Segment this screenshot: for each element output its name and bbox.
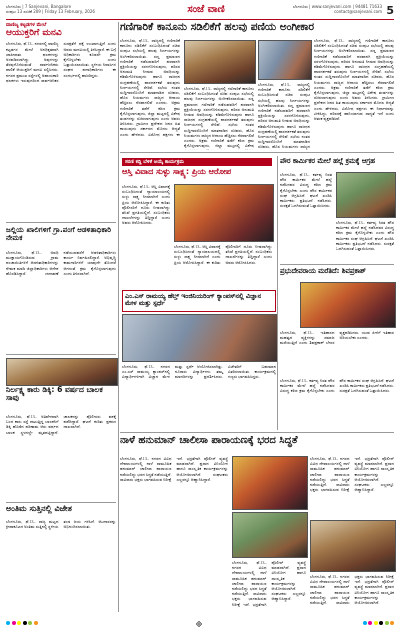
masthead-left-line1: ಬೆಂಗಳೂರು | 7 Sanjevani, Bangalore [6, 4, 72, 9]
article-body: ಬೆಂಗಳೂರು, ಫೆ.13– ಅವಧಿ ಮುಕ್ತಾಯಗೊಂಡಿರುವ ಗ್ರಾಮ ಪಂಚಾಯಿತಿಗಳಿಗೆ ಆಡಳಿತಾಧಿಕಾರಿಗಳನ್ನು ನೇಮಕ ಮಾಡಿ ಜಿಲ್ಲಾಧಿಕಾರಿಗಳು ಆದೇಶ ಹೊರಡಿಸಿದ್ದಾರೆ. ಚುನಾವಣೆ ನಡೆಯುವವರೆಗೆ ಆಡಳಿತಾಧಿಕಾರಿಗಳು ಕಾರ್ಯ ನಿರ್ವಹಿಸಲಿದ್ದಾರೆ. ಅಭಿವೃದ್ಧಿ ಕಾಮಗಾರಿಗಳಿಗೆ ಯಾವುದೇ ತೊಂದರೆ ಆಗದಂತೆ ಕ್ರಮ ಕೈಗೊಳ್ಳಲಾಗುವುದು ಎಂದು ತಿಳಿಸಲಾಗಿದೆ. [6, 250, 116, 276]
divider [280, 264, 394, 265]
article-bottom-headline-box [120, 436, 394, 452]
article-right-mid-body [280, 172, 332, 258]
article-body: ಬೆಂಗಳೂರು, ಫೆ.13– ಕರ್ತವ್ಯ ನಿರತ ಪೌರ ಕಾರ್ಮಿಕರ ಮೇಲೆ ಹಲ್ಲೆ ನಡೆಸಿದವರ ವಿರುದ್ಧ ಕಠಿಣ ಕ್ರಮ ಕೈಗೊಳ್ಳಬೇಕು ಎಂದು ಪೌರ ಕಾರ್ಮಿಕರ ಸಂಘ ಆಗ್ರಹಿಸಿದೆ. ಘಟನೆ ಖಂಡಿಸಿ ಕಾರ್ಮಿಕರು ಪ್ರತಿಭಟನೆ ನಡೆಸಿದರು. ಸುರಕ್ಷತೆ ಒದಗಿಸುವಂತೆ ಒತ್ತಾಯಿಸಿದರು. [280, 378, 394, 394]
article-left-lower-headline-box [6, 386, 116, 412]
article-headline: ಅಂತಿಮ ಸುತ್ತಿನಲ್ಲಿ ವಿಜೇತ [6, 505, 72, 513]
article-headline: ಎಂ.ಎಸ್ ರಾಮಯ್ಯ ಹೆಲ್ತ್ ಇಂಜಿನಿಯರಿಂಗ್ ಕ್ಯಾಂಪಸ್‌ನಲ್ಲಿ ವಿಜ್ಞಾನ ಮೇಳ ಮತ್ತು ಸ್ಪರ್ಧೆ [125, 292, 262, 307]
article-headline: ನಿರ್ಲಕ್ಷ್ಯ ಕಾರು ಡಿಕ್ಕಿ: 6 ವರ್ಷದ ಬಾಲಕ ಸಾವು [6, 386, 103, 402]
lead-body-end: ಬೆಂಗಳೂರು, ಫೆ.13– ರಾಜ್ಯದಲ್ಲಿ ಗಣಿಗಾರಿಕೆ ಕಾನೂನು ಸಡಿಲಿಕೆಗೆ ಸಂಬಂಧಿಸಿದಂತೆ ಸಚಿವ ಸಂಪುಟ ಸಭೆಯಲ್ಲಿ ಹಲವು ನಿರ್ಣಯಗಳನ್ನು ಅಂಗೀಕರಿಸಲಾಯಿತು. ಸಣ್ಣ ಪ್ರಮಾಣದ ಗಣಿಗಾರಿಕೆ ನಡೆಸುವವರಿಗೆ ಪರವಾನಗಿ ಪ್ರಕ್ರಿಯೆಯನ್ನು ಸರಳಗೊಳಿಸುವುದು, ಪರಿಸರ ಅನುಮತಿ ನೀಡುವ ಅವಧಿಯನ್ನು ಕಡಿಮೆಗೊಳಿಸುವುದು ಹಾಗೂ ರಾಜಧನ ಸಂಗ್ರಹಣೆಯಲ್ಲಿ ಪಾರದರ್ಶಕತೆ ತರುವುದು ನಿರ್ಣಯಗಳಲ್ಲಿ ಸೇರಿವೆ. ಸಭೆಯ ನಂತರ ಸುದ್ದಿಗಾರರೊಂದಿಗೆ ಮಾತನಾಡಿದ ಸಚಿವರು, ಹೊಸ ನಿಯಮಗಳು ರಾಜ್ಯದ ಆದಾಯ ಹೆಚ್ಚಿಸಲು ನೆರವಾಗಲಿವೆ ಎಂದರು. ಅಕ್ರಮ ಗಣಿಗಾರಿಕೆ ತಡೆಗೆ ಕಠಿಣ ಕ್ರಮ ಕೈಗೊಳ್ಳಲಾಗುವುದು, ಜಿಲ್ಲಾ ಮಟ್ಟದಲ್ಲಿ ವಿಶೇಷ ತಂಡಗಳನ್ನು ರಚಿಸಲಾಗುವುದು ಎಂದು ಅವರು ತಿಳಿಸಿದರು. ಗ್ರಾಮೀಣ ಪ್ರದೇಶದ ಜನರ ಹಿತ ಕಾಯುವುದು ಸರ್ಕಾರದ ಮೊದಲ ಆದ್ಯತೆ ಎಂದು ಹೇಳಿದರು. ವಿರೋಧ ಪಕ್ಷಗಳು ಈ ನಿರ್ಧಾರವನ್ನು ಟೀಕಿಸಿದ್ದು, ಪರಿಸರಕ್ಕೆ ಹಾನಿಯಾಗುವ ಸಾಧ್ಯತೆ ಇದೆ ಎಂದು ಆತಂಕ ವ್ಯಕ್ತಪಡಿಸಿವೆ. [314, 38, 394, 122]
registration-dot [12, 621, 16, 625]
article-body-continued: ಬೆಂಗಳೂರು, ಫೆ.13– ನಗರದ ವಿವಿಧ ದೇವಾಲಯಗಳಲ್ಲಿ ನಾಳೆ ಸಾಮೂಹಿಕ ಹನುಮಾನ್ ಚಾಲೀಸಾ ಪಾರಾಯಣ ನಡೆಯಲಿದ್ದು ಭರದ ಸಿದ್ಧತೆ ನಡೆಯುತ್ತಿದೆ. ಸಾವಿರಾರು ಭಕ್ತರು ಭಾಗವಹಿಸುವ ನಿರೀಕ್ಷೆ ಇದೆ. ಭದ್ರತೆಗಾಗಿ ಪೊಲೀಸ್ ವ್ಯವಸ್ಥೆ ಮಾಡಲಾಗಿದೆ. ಪ್ರಸಾದ ವಿನಿಯೋಗ ಹಾಗೂ ಸಾಂಸ್ಕೃತಿಕ ಕಾರ್ಯಕ್ರಮಗಳನ್ನು ಆಯೋಜಿಸಲಾಗಿದೆ. ಸಂಘಟಕರು ಎಲ್ಲರನ್ನೂ ಆಹ್ವಾನಿಸಿದ್ದಾರೆ. [232, 560, 306, 607]
article-center-mid-headline-box [122, 168, 272, 182]
article-body: ಬೆಂಗಳೂರು, ಫೆ.13– ರಾಜ್ಯ ಮಟ್ಟದ ಕ್ರೀಡಾಕೂಟದ ಅಂತಿಮ ಸುತ್ತಿನಲ್ಲಿ ಸ್ಥಳೀಯ ತಂಡ ಜಯ ಗಳಿಸಿದೆ. ಆಟಗಾರರನ್ನು ಅಭಿನಂದಿಸಲಾಯಿತು. [6, 519, 116, 530]
lead-photo [184, 40, 256, 84]
column-rule [118, 22, 119, 612]
registration-crosshair-icon [196, 621, 202, 627]
lead-headline-strip [120, 22, 394, 36]
lead-body-more: ಬೆಂಗಳೂರು, ಫೆ.13– ರಾಜ್ಯದಲ್ಲಿ ಗಣಿಗಾರಿಕೆ ಕಾನೂನು ಸಡಿಲಿಕೆಗೆ ಸಂಬಂಧಿಸಿದಂತೆ ಸಚಿವ ಸಂಪುಟ ಸಭೆಯಲ್ಲಿ ಹಲವು ನಿರ್ಣಯಗಳನ್ನು ಅಂಗೀಕರಿಸಲಾಯಿತು. ಸಣ್ಣ ಪ್ರಮಾಣದ ಗಣಿಗಾರಿಕೆ ನಡೆಸುವವರಿಗೆ ಪರವಾನಗಿ ಪ್ರಕ್ರಿಯೆಯನ್ನು ಸರಳಗೊಳಿಸುವುದು, ಪರಿಸರ ಅನುಮತಿ ನೀಡುವ ಅವಧಿಯನ್ನು ಕಡಿಮೆಗೊಳಿಸುವುದು ಹಾಗೂ ರಾಜಧನ ಸಂಗ್ರಹಣೆಯಲ್ಲಿ ಪಾರದರ್ಶಕತೆ ತರುವುದು ನಿರ್ಣಯಗಳಲ್ಲಿ ಸೇರಿವೆ. ಸಭೆಯ ನಂತರ ಸುದ್ದಿಗಾರರೊಂದಿಗೆ ಮಾತನಾಡಿದ ಸಚಿವರು, ಹೊಸ ನಿಯಮಗಳು ರಾಜ್ಯದ [258, 82, 310, 150]
masthead [6, 4, 394, 20]
newspaper-logo: ಸಂಜೆ ವಾಣಿ [187, 4, 225, 15]
article-right-lower-body [280, 378, 394, 428]
registration-dot [390, 621, 394, 625]
article-center-mid-body [122, 184, 170, 264]
article-body: ಬೆಂಗಳೂರು, ಫೆ.13– ನಗರದ ವಿವಿಧ ದೇವಾಲಯಗಳಲ್ಲಿ ನಾಳೆ ಸಾಮೂಹಿಕ ಹನುಮಾನ್ ಚಾಲೀಸಾ ಪಾರಾಯಣ ನಡೆಯಲಿದ್ದು ಭರದ ಸಿದ್ಧತೆ ನಡೆಯುತ್ತಿದೆ. ಸಾವಿರಾರು ಭಕ್ತರು ಭಾಗವಹಿಸುವ ನಿರೀಕ್ಷೆ ಇದೆ. ಭದ್ರತೆಗಾಗಿ ಪೊಲೀಸ್ ವ್ಯವಸ್ಥೆ ಮಾಡಲಾಗಿದೆ. ಪ್ರಸಾದ ವಿನಿಯೋಗ ಹಾಗೂ ಸಾಂಸ್ಕೃತಿಕ ಕಾರ್ಯಕ್ರಮಗಳನ್ನು ಆಯೋಜಿಸಲಾಗಿದೆ. ಸಂಘಟಕರು ಎಲ್ಲರನ್ನೂ ಆಹ್ವಾನಿಸಿದ್ದಾರೆ. [120, 456, 228, 482]
registration-dot [6, 621, 10, 625]
lead-headline: ಗಣಿಗಾರಿಕೆ ಕಾನೂನು ಸಡಿಲಿಕೆಗೆ ಹಲವು ಪಣಿಯ ಅಂಗೀಕಾರ [120, 22, 315, 33]
article-photo [336, 172, 396, 218]
lead-body-col2 [184, 86, 254, 150]
article-body: ಬೆಂಗಳೂರು, ಫೆ.13– ಕರ್ತವ್ಯ ನಿರತ ಪೌರ ಕಾರ್ಮಿಕರ ಮೇಲೆ ಹಲ್ಲೆ ನಡೆಸಿದವರ ವಿರುದ್ಧ ಕಠಿಣ ಕ್ರಮ ಕೈಗೊಳ್ಳಬೇಕು ಎಂದು ಪೌರ ಕಾರ್ಮಿಕರ ಸಂಘ ಆಗ್ರಹಿಸಿದೆ. ಘಟನೆ ಖಂಡಿಸಿ ಕಾರ್ಮಿಕರು ಪ್ರತಿಭಟನೆ ನಡೆಸಿದರು. ಸುರಕ್ಷತೆ ಒದಗಿಸುವಂತೆ ಒತ್ತಾಯಿಸಿದರು. [280, 172, 332, 209]
registration-dot [34, 621, 38, 625]
article-right-small-headline-box [280, 268, 394, 280]
lead-body-col1 [120, 38, 180, 138]
registration-dot [23, 621, 27, 625]
article-body-continued: ಬೆಂಗಳೂರು, ಫೆ.13– ಆಸ್ತಿ ವಿವಾದಕ್ಕೆ ಸಂಬಂಧಿಸಿದಂತೆ ನ್ಯಾಯಾಲಯದಲ್ಲಿ ಸುಳ್ಳು ಸಾಕ್ಷ್ಯ ನೀಡಲಾಗಿದೆ ಎಂದು ಪ್ರಿಯ ಆರೋಪಿಸಿದ್ದಾರೆ. ಈ ಕುರಿತು ಪೊಲೀಸರಿಗೆ ದೂರು ನೀಡಲಾಗಿದ್ದು ತನಿಖೆ ಪ್ರಗತಿಯಲ್ಲಿದೆ. ಸಂಬಂಧಿಕರು ದಾಖಲೆಗಳನ್ನು ತಿದ್ದಿದ್ದಾರೆ ಎಂದು ಅವರು ಆರೋಪಿಸಿದರು. [174, 244, 272, 265]
article-body: ಬೆಂಗಳೂರು, ಫೆ.13– ಇತಿಹಾಸದ ಮಹತ್ವದ ವ್ಯಕ್ತಿಗಳನ್ನು ಸಮಾಜ ಮರೆಯುತ್ತಿದೆ ಎಂದು ಶಿವಪ್ರಕಾಶ್ ಬೇಸರ ವ್ಯಕ್ತಪಡಿಸಿದರು. ಯುವ ಪೀಳಿಗೆ ಇತಿಹಾಸ ಅರಿಯಬೇಕು ಎಂದರು. [280, 330, 394, 346]
registration-dot [379, 621, 383, 625]
article-body: ಬೆಂಗಳೂರು, ಫೆ.13– ಆಸ್ತಿ ವಿವಾದಕ್ಕೆ ಸಂಬಂಧಿಸಿದಂತೆ ನ್ಯಾಯಾಲಯದಲ್ಲಿ ಸುಳ್ಳು ಸಾಕ್ಷ್ಯ ನೀಡಲಾಗಿದೆ ಎಂದು ಪ್ರಿಯ ಆರೋಪಿಸಿದ್ದಾರೆ. ಈ ಕುರಿತು ಪೊಲೀಸರಿಗೆ ದೂರು ನೀಡಲಾಗಿದ್ದು ತನಿಖೆ ಪ್ರಗತಿಯಲ್ಲಿದೆ. ಸಂಬಂಧಿಕರು ದಾಖಲೆಗಳನ್ನು ತಿದ್ದಿದ್ದಾರೆ ಎಂದು ಅವರು ಆರೋಪಿಸಿದರು. [122, 184, 170, 226]
lead-body-col4 [314, 38, 394, 150]
divider [6, 222, 116, 223]
article-headline: ಪ್ರಭುದೇವರಾಯ ಮರೆತಿದೆ: ಶಿವಪ್ರಕಾಶ್ [280, 268, 366, 275]
registration-dot [363, 621, 367, 625]
article-right-small-body [280, 330, 394, 374]
article-left-mid-headline-box [6, 226, 116, 248]
article-body-continued: ಬೆಂಗಳೂರು, ಫೆ.13– ಕರ್ತವ್ಯ ನಿರತ ಪೌರ ಕಾರ್ಮಿಕರ ಮೇಲೆ ಹಲ್ಲೆ ನಡೆಸಿದವರ ವಿರುದ್ಧ ಕಠಿಣ ಕ್ರಮ ಕೈಗೊಳ್ಳಬೇಕು ಎಂದು ಪೌರ ಕಾರ್ಮಿಕರ ಸಂಘ ಆಗ್ರಹಿಸಿದೆ. ಘಟನೆ ಖಂಡಿಸಿ ಕಾರ್ಮಿಕರು ಪ್ರತಿಭಟನೆ ನಡೆಸಿದರು. ಸುರಕ್ಷತೆ ಒದಗಿಸುವಂತೆ ಒತ್ತಾಯಿಸಿದರು. [336, 220, 394, 252]
masthead-left [6, 4, 126, 14]
article-center-lower-body [122, 364, 276, 428]
article-headline: ಆಸ್ತಿ ವಿವಾದ ಸುಳ್ಳು ಸಾಕ್ಷ್ಯ: ಪ್ರಿಯ ಆರೋಪ [122, 168, 232, 176]
article-right-mid-headline-box [280, 158, 394, 170]
registration-dot [28, 621, 32, 625]
masthead-right-line2: contact@sanjevani.com [334, 9, 382, 14]
article-bottom-left-headline-box [6, 505, 116, 517]
page-number: 5 [386, 4, 394, 17]
lead-body: ಬೆಂಗಳೂರು, ಫೆ.13– ರಾಜ್ಯದಲ್ಲಿ ಗಣಿಗಾರಿಕೆ ಕಾನೂನು ಸಡಿಲಿಕೆಗೆ ಸಂಬಂಧಿಸಿದಂತೆ ಸಚಿವ ಸಂಪುಟ ಸಭೆಯಲ್ಲಿ ಹಲವು ನಿರ್ಣಯಗಳನ್ನು ಅಂಗೀಕರಿಸಲಾಯಿತು. ಸಣ್ಣ ಪ್ರಮಾಣದ ಗಣಿಗಾರಿಕೆ ನಡೆಸುವವರಿಗೆ ಪರವಾನಗಿ ಪ್ರಕ್ರಿಯೆಯನ್ನು ಸರಳಗೊಳಿಸುವುದು, ಪರಿಸರ ಅನುಮತಿ ನೀಡುವ ಅವಧಿಯನ್ನು ಕಡಿಮೆಗೊಳಿಸುವುದು ಹಾಗೂ ರಾಜಧನ ಸಂಗ್ರಹಣೆಯಲ್ಲಿ ಪಾರದರ್ಶಕತೆ ತರುವುದು ನಿರ್ಣಯಗಳಲ್ಲಿ ಸೇರಿವೆ. ಸಭೆಯ ನಂತರ ಸುದ್ದಿಗಾರರೊಂದಿಗೆ ಮಾತನಾಡಿದ ಸಚಿವರು, ಹೊಸ ನಿಯಮಗಳು ರಾಜ್ಯದ ಆದಾಯ ಹೆಚ್ಚಿಸಲು ನೆರವಾಗಲಿವೆ ಎಂದರು. ಅಕ್ರಮ ಗಣಿಗಾರಿಕೆ ತಡೆಗೆ ಕಠಿಣ ಕ್ರಮ ಕೈಗೊಳ್ಳಲಾಗುವುದು, ಜಿಲ್ಲಾ ಮಟ್ಟದಲ್ಲಿ ವಿಶೇಷ ತಂಡಗಳನ್ನು ರಚಿಸಲಾಗುವುದು ಎಂದು ಅವರು ತಿಳಿಸಿದರು. ಗ್ರಾಮೀಣ ಪ್ರದೇಶದ ಜನರ ಹಿತ ಕಾಯುವುದು ಸರ್ಕಾರದ ಮೊದಲ ಆದ್ಯತೆ ಎಂದು ಹೇಳಿದರು. ವಿರೋಧ ಪಕ್ಷಗಳು ಈ [120, 38, 180, 137]
article-kicker: ವಾಣಿಜ್ಯ ಕಟ್ಟಡಗಳ ಮೇಲೆ [6, 22, 47, 28]
article-body-end: ಬೆಂಗಳೂರು, ಫೆ.13– ನಗರದ ವಿವಿಧ ದೇವಾಲಯಗಳಲ್ಲಿ ನಾಳೆ ಸಾಮೂಹಿಕ ಹನುಮಾನ್ ಚಾಲೀಸಾ ಪಾರಾಯಣ ನಡೆಯಲಿದ್ದು ಭರದ ಸಿದ್ಧತೆ ನಡೆಯುತ್ತಿದೆ. ಸಾವಿರಾರು ಭಕ್ತರು ಭಾಗವಹಿಸುವ ನಿರೀಕ್ಷೆ ಇದೆ. ಭದ್ರತೆಗಾಗಿ ಪೊಲೀಸ್ ವ್ಯವಸ್ಥೆ ಮಾಡಲಾಗಿದೆ. ಪ್ರಸಾದ ವಿನಿಯೋಗ ಹಾಗೂ ಸಾಂಸ್ಕೃತಿಕ ಕಾರ್ಯಕ್ರಮಗಳನ್ನು ಆಯೋಜಿಸಲಾಗಿದೆ. [310, 574, 394, 606]
article-headline: ಜಲ್ಲಿಯ ಖಾಲಿಗಳಿಗೆ ಗ್ರಾ.ಪಂಗೆ ಆಡಳಿತಾಧಿಕಾರಿ ನೇಮಕ [6, 226, 112, 242]
masthead-right-line1: ಬೆಂಗಳೂರು | www.sanjevani.com | 94481 71633 [292, 4, 382, 9]
article-right-mid-body-2 [336, 220, 394, 260]
article-photo-2 [232, 512, 308, 558]
lead-body-continued: ಬೆಂಗಳೂರು, ಫೆ.13– ರಾಜ್ಯದಲ್ಲಿ ಗಣಿಗಾರಿಕೆ ಕಾನೂನು ಸಡಿಲಿಕೆಗೆ ಸಂಬಂಧಿಸಿದಂತೆ ಸಚಿವ ಸಂಪುಟ ಸಭೆಯಲ್ಲಿ ಹಲವು ನಿರ್ಣಯಗಳನ್ನು ಅಂಗೀಕರಿಸಲಾಯಿತು. ಸಣ್ಣ ಪ್ರಮಾಣದ ಗಣಿಗಾರಿಕೆ ನಡೆಸುವವರಿಗೆ ಪರವಾನಗಿ ಪ್ರಕ್ರಿಯೆಯನ್ನು ಸರಳಗೊಳಿಸುವುದು, ಪರಿಸರ ಅನುಮತಿ ನೀಡುವ ಅವಧಿಯನ್ನು ಕಡಿಮೆಗೊಳಿಸುವುದು ಹಾಗೂ ರಾಜಧನ ಸಂಗ್ರಹಣೆಯಲ್ಲಿ ಪಾರದರ್ಶಕತೆ ತರುವುದು ನಿರ್ಣಯಗಳಲ್ಲಿ ಸೇರಿವೆ. ಸಭೆಯ ನಂತರ ಸುದ್ದಿಗಾರರೊಂದಿಗೆ ಮಾತನಾಡಿದ ಸಚಿವರು, ಹೊಸ ನಿಯಮಗಳು ರಾಜ್ಯದ ಆದಾಯ ಹೆಚ್ಚಿಸಲು ನೆರವಾಗಲಿವೆ ಎಂದರು. ಅಕ್ರಮ ಗಣಿಗಾರಿಕೆ ತಡೆಗೆ ಕಠಿಣ ಕ್ರಮ ಕೈಗೊಳ್ಳಲಾಗುವುದು, ಜಿಲ್ಲಾ ಮಟ್ಟದಲ್ಲಿ ವಿಶೇಷ [184, 86, 254, 149]
article-photo [232, 456, 308, 510]
article-body-more: ಬೆಂಗಳೂರು, ಫೆ.13– ನಗರದ ವಿವಿಧ ದೇವಾಲಯಗಳಲ್ಲಿ ನಾಳೆ ಸಾಮೂಹಿಕ ಹನುಮಾನ್ ಚಾಲೀಸಾ ಪಾರಾಯಣ ನಡೆಯಲಿದ್ದು ಭರದ ಸಿದ್ಧತೆ ನಡೆಯುತ್ತಿದೆ. ಸಾವಿರಾರು ಭಕ್ತರು ಭಾಗವಹಿಸುವ ನಿರೀಕ್ಷೆ ಇದೆ. ಭದ್ರತೆಗಾಗಿ ಪೊಲೀಸ್ ವ್ಯವಸ್ಥೆ ಮಾಡಲಾಗಿದೆ. ಪ್ರಸಾದ ವಿನಿಯೋಗ ಹಾಗೂ ಸಾಂಸ್ಕೃತಿಕ ಕಾರ್ಯಕ್ರಮಗಳನ್ನು ಆಯೋಜಿಸಲಾಗಿದೆ. ಸಂಘಟಕರು ಎಲ್ಲರನ್ನೂ ಆಹ್ವಾನಿಸಿದ್ದಾರೆ. [310, 456, 394, 493]
article-headline: ಆಯುಕ್ತರಿಗೆ ಮನವಿ [6, 28, 62, 38]
article-center-mid-body-2 [174, 244, 272, 284]
article-photo-3 [310, 520, 396, 572]
registration-dot [17, 621, 21, 625]
divider [120, 432, 394, 433]
article-body: ಬೆಂಗಳೂರು, ಫೆ.13– ನಗರದ ಎಂ.ಎಸ್ ರಾಮಯ್ಯ ಕ್ಯಾಂಪಸ್‌ನಲ್ಲಿ ವಿದ್ಯಾರ್ಥಿಗಳಿಗಾಗಿ ವಿಜ್ಞಾನ ಮೇಳ ಮತ್ತು ಸ್ಪರ್ಧೆ ಆಯೋಜಿಸಲಾಗಿತ್ತು. ನೂರಾರು ವಿದ್ಯಾರ್ಥಿಗಳು ತಮ್ಮ ಮಾದರಿಗಳನ್ನು ಪ್ರದರ್ಶಿಸಿದರು. ವಿಜೇತರಿಗೆ ಬಹುಮಾನ ವಿತರಿಸಲಾಯಿತು. ಕಾರ್ಯಕ್ರಮದಲ್ಲಿ ಗಣ್ಯರು ಭಾಗವಹಿಸಿದ್ದರು. [122, 364, 276, 380]
article-photo [300, 282, 396, 328]
article-left-lower-body [6, 414, 116, 500]
masthead-right [242, 4, 382, 14]
masthead-left-line2: ಸಂಪುಟ 13 ಸಂಚಿಕೆ 209 | Friday 13 February, 2026 [6, 9, 95, 14]
article-bottom-body-3 [310, 456, 394, 516]
article-bottom-left-body [6, 519, 116, 611]
article-bottom-body-4 [310, 574, 394, 610]
article-bottom-body [120, 456, 228, 610]
article-photo [174, 184, 274, 242]
registration-dot [385, 621, 389, 625]
article-photo [6, 358, 118, 386]
article-body: ಬೆಂಗಳೂರು, ಫೆ.13– ಅತಿವೇಗವಾಗಿ ಬಂದ ಕಾರು ರಸ್ತೆ ದಾಟುತ್ತಿದ್ದ ಬಾಲಕನಿಗೆ ಡಿಕ್ಕಿ ಹೊಡೆದ ಪರಿಣಾಮ ಆರು ವರ್ಷದ ಬಾಲಕ ಸ್ಥಳದಲ್ಲೇ ಮೃತಪಟ್ಟಿದ್ದಾನೆ. ಚಾಲಕನನ್ನು ಪೊಲೀಸರು ವಶಕ್ಕೆ ಪಡೆದಿದ್ದಾರೆ. ಘಟನೆ ಕುರಿತು ಪ್ರಕರಣ ದಾಖಲಾಗಿದೆ. [6, 414, 116, 435]
lead-body-col3 [258, 82, 310, 150]
divider [120, 152, 394, 153]
section-banner: ಸರಣಿ ಕದ್ದಿ ಬೆಳಿಕೆ ಆಯ್ಕೆ ಕಾರ್ಯಕ್ರಮ [122, 158, 272, 166]
column-rule [277, 156, 278, 430]
article-headline: ನಾಳೆ ಹನುಮಾನ್ ಚಾಲೀಸಾ ಪಾರಾಯಣಕ್ಕೆ ಭರದ ಸಿದ್ಧತೆ [120, 436, 298, 446]
lead-photo-2 [258, 40, 312, 80]
article-top-left [6, 22, 116, 218]
registration-dots-left [6, 621, 38, 625]
registration-marks [0, 621, 400, 627]
registration-dots-right [363, 621, 395, 625]
divider [6, 354, 116, 355]
registration-dot [374, 621, 378, 625]
article-left-mid-body [6, 250, 116, 350]
article-center-lower-headline-box [122, 290, 276, 312]
article-photo [122, 314, 278, 362]
article-body: ಬೆಂಗಳೂರು, ಫೆ.13– ನಗರದಲ್ಲಿ ವಾಣಿಜ್ಯ ಕಟ್ಟಡಗಳ ಮೇಲೆ ಅನಧಿಕೃತವಾಗಿ ಜಾಹೀರಾತು ಫಲಕಗಳನ್ನು ಅಳವಡಿಸಲಾಗಿದ್ದು ಅವುಗಳನ್ನು ತೆರವುಗೊಳಿಸುವಂತೆ ಸಾರ್ವಜನಿಕರು ಪಾಲಿಕೆ ಆಯುಕ್ತರಿಗೆ ಮನವಿ ಸಲ್ಲಿಸಿದರು. ನಗರದ ಪ್ರಮುಖ ರಸ್ತೆಗಳಲ್ಲಿ ಅಪಾಯಕಾರಿ ಫಲಕಗಳು ಇರುವುದರಿಂದ ಸಾರ್ವಜನಿಕರ ಸುರಕ್ಷತೆಗೆ ಧಕ್ಕೆ ಉಂಟಾಗುತ್ತಿದೆ ಎಂದು ಅವರು ಮನವಿಯಲ್ಲಿ ತಿಳಿಸಿದ್ದಾರೆ. ಈ ಬಗ್ಗೆ ಅಧಿಕಾರಿಗಳು ಕೂಡಲೇ ಕ್ರಮ ಕೈಗೊಳ್ಳಬೇಕು ಎಂದು ಒತ್ತಾಯಿಸಲಾಯಿತು. ಸ್ಥಳೀಯ ನಿವಾಸಿಗಳ ಸಂಘದ ಪದಾಧಿಕಾರಿಗಳು ಈ ಸಂದರ್ಭದಲ್ಲಿ ಹಾಜರಿದ್ದರು. [6, 41, 116, 83]
article-headline: ಪೌರ ಕಾರ್ಮಿಕರ ಮೇಲೆ ಹಲ್ಲೆ ಕ್ರಮಕ್ಕೆ ಆಗ್ರಹ [280, 158, 375, 165]
divider [6, 502, 116, 503]
registration-dot [368, 621, 372, 625]
article-bottom-body-2 [232, 560, 306, 610]
